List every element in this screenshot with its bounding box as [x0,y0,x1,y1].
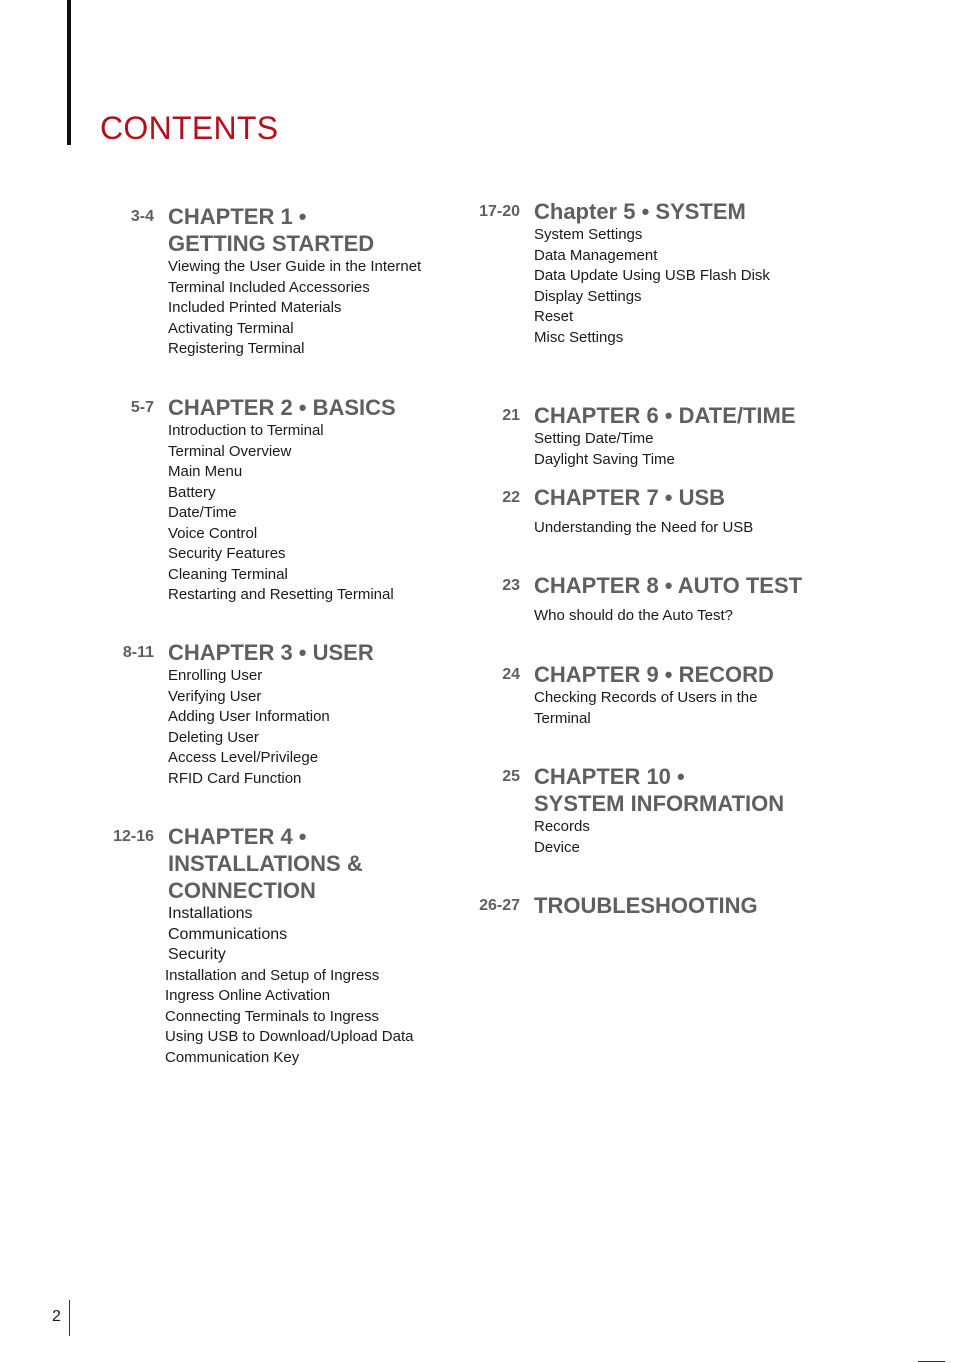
toc-item[interactable]: Records [534,818,590,835]
toc-entry-chapter-9[interactable] [502,661,774,729]
toc-item[interactable]: Display Settings [534,287,642,305]
section-list [168,666,374,789]
toc-item[interactable]: Introduction to Terminal [168,422,324,439]
toc-item[interactable]: Battery [168,483,216,501]
chapter-heading: CHAPTER 9 • RECORD [534,662,774,687]
page-range: 22 [502,489,520,506]
chapter-heading: CHAPTER 8 • AUTO TEST [534,573,803,598]
page-range: 24 [502,666,520,683]
toc-item[interactable]: Installations [168,905,253,922]
toc-item[interactable]: Included Printed Materials [168,299,342,316]
chapter-heading: CHAPTER 7 • USB [534,485,726,510]
section-list [534,688,774,729]
toc-item[interactable]: Setting Date/Time [534,430,654,447]
folio-rule [69,1300,70,1336]
toc-item[interactable]: Security Features [168,545,286,562]
toc-item[interactable]: Main Menu [168,463,243,480]
toc-item[interactable]: Communication Key [165,1048,300,1066]
toc-item[interactable]: Activating Terminal [168,319,294,337]
toc-item[interactable]: Checking Records of Users in the [534,689,758,706]
section-list [534,606,802,627]
toc-item[interactable]: Date/Time [168,504,237,521]
chapter-heading: CHAPTER 10 • SYSTEM INFORMATION [534,764,785,816]
section-list [534,429,796,470]
toc-item[interactable]: Ingress Online Activation [165,987,331,1004]
toc-item[interactable]: Device [534,838,580,856]
toc-entry-chapter-10[interactable] [502,763,785,858]
toc-item[interactable]: Terminal [534,709,591,727]
toc-item[interactable]: System Settings [534,226,643,243]
toc-item[interactable]: Restarting and Resetting Terminal [168,586,394,603]
toc-item[interactable]: Deleting User [168,728,259,746]
page-range: 12-16 [113,828,154,845]
toc-item[interactable]: RFID Card Function [168,769,302,787]
toc-item[interactable]: Daylight Saving Time [534,450,675,468]
page-range: 23 [502,577,520,594]
toc-item[interactable]: Voice Control [168,524,258,542]
page-range: 5-7 [130,399,154,416]
page-range: 3-4 [130,208,154,225]
section-list [168,421,396,606]
section-list [534,518,753,539]
toc-item[interactable]: Misc Settings [534,328,624,346]
toc-entry-chapter-2[interactable] [130,394,396,606]
section-list [534,225,770,348]
toc-item[interactable]: Viewing the User Guide in the Internet [168,258,422,275]
toc-item[interactable]: Access Level/Privilege [168,749,319,766]
page-title: CONTENTS [100,110,279,146]
chapter-heading: CHAPTER 1 • GETTING STARTED [168,204,375,256]
toc-item[interactable]: Communications [168,925,288,943]
toc-entry-chapter-5[interactable] [479,198,770,348]
page-range: 21 [502,407,520,424]
page-range: 26-27 [479,897,520,914]
toc-item[interactable]: Adding User Information [168,708,330,725]
section-list [168,257,421,360]
chapter-heading: Chapter 5 • SYSTEM [534,199,746,224]
toc-entry-chapter-7[interactable] [502,484,754,539]
chapter-heading: CHAPTER 6 • DATE/TIME [534,403,796,428]
toc-item[interactable]: Using USB to Download/Upload Data [165,1028,414,1045]
toc-entry-chapter-6[interactable] [502,402,796,470]
toc-item[interactable]: Verifying User [168,687,262,705]
toc-item[interactable]: Registering Terminal [168,340,305,357]
corner-rule [918,1361,945,1362]
toc-entry-chapter-8[interactable] [502,572,803,627]
toc-item[interactable]: Understanding the Need for USB [534,519,754,536]
toc-item[interactable]: Enrolling User [168,667,263,684]
toc-entry-chapter-3[interactable] [122,639,374,789]
page-range: 8-11 [122,644,154,661]
toc-entry-chapter-1[interactable] [130,203,422,360]
page-number: 2 [52,1308,61,1325]
toc-item[interactable]: Who should do the Auto Test? [534,607,734,624]
chapter-heading: CHAPTER 3 • USER [168,640,374,665]
toc-item[interactable]: Installation and Setup of Ingress [165,966,380,984]
toc-item[interactable]: Terminal Overview [168,442,292,460]
toc-item[interactable]: Security [168,946,226,963]
section-list [165,904,414,1068]
page-range: 25 [502,768,520,785]
chapter-heading: CHAPTER 2 • BASICS [168,395,396,420]
toc-item[interactable]: Reset [534,308,574,325]
section-list [534,817,784,858]
chapter-heading: CHAPTER 4 • INSTALLATIONS & CONNECTION [168,824,363,903]
toc-item[interactable]: Cleaning Terminal [168,565,288,583]
toc-item[interactable]: Connecting Terminals to Ingress [165,1007,379,1025]
toc-entry-troubleshooting[interactable] [479,892,758,919]
toc-item[interactable]: Data Update Using USB Flash Disk [534,267,770,284]
toc-item[interactable]: Data Management [534,246,658,264]
toc-entry-chapter-4[interactable] [113,823,414,1068]
toc-item[interactable]: Terminal Included Accessories [168,278,370,296]
chapter-heading: TROUBLESHOOTING [534,893,758,918]
top-margin-rule [67,0,71,145]
page-range: 17-20 [479,203,520,220]
